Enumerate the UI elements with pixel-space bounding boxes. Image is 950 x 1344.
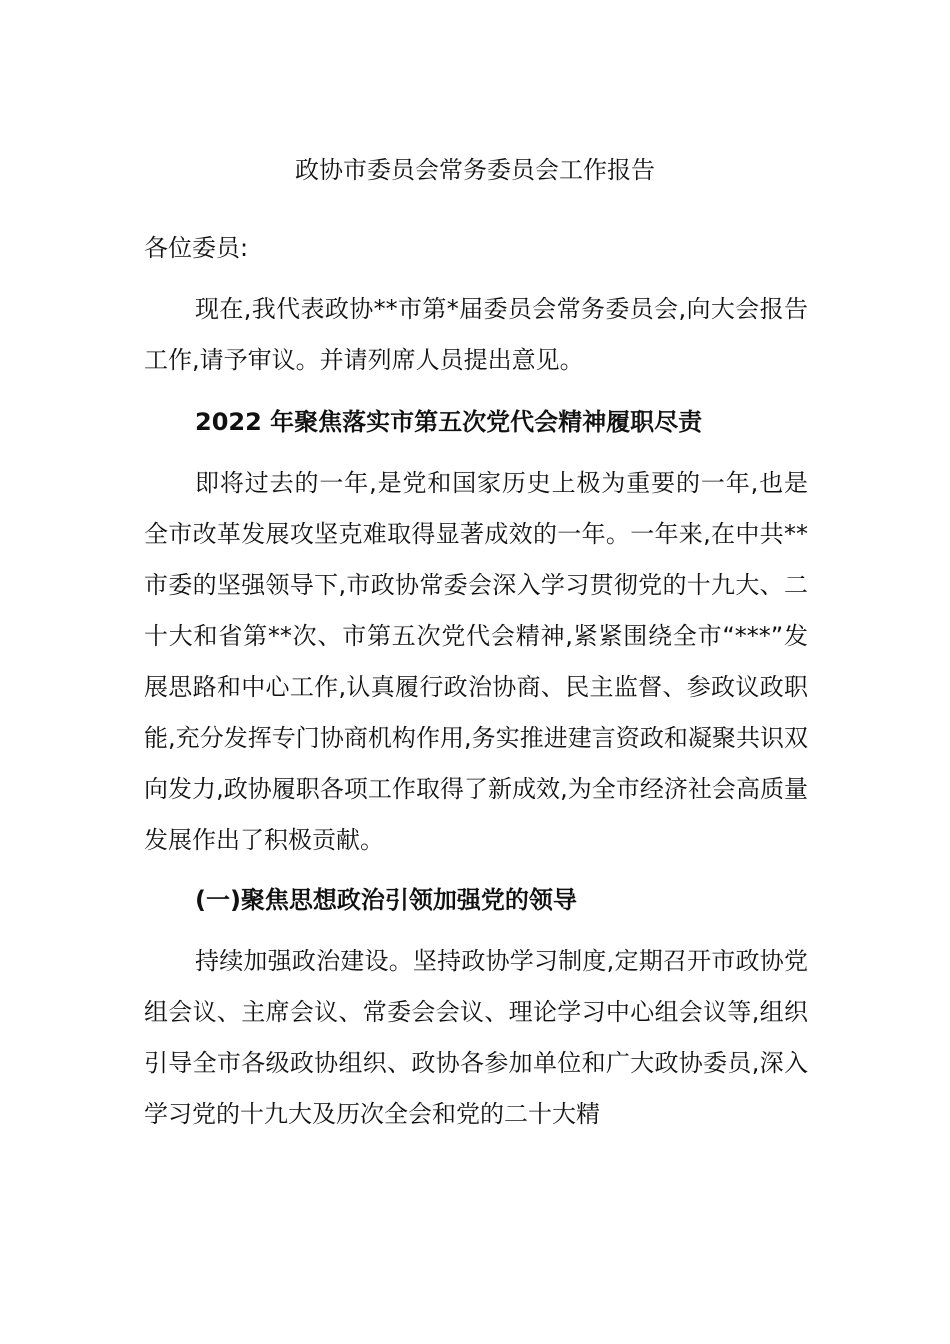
paragraph-review: 即将过去的一年,是党和国家历史上极为重要的一年,也是全市改革发展攻坚克难取得显著成效的一年。一年来,在中共**市委的坚强领导下,市政协常委会深入学习贯彻党的十九大、二十大和省第**次、市第五次党代会精神,紧紧围绕全市“***”发展思路和中心工作,认真履行政治协商、民主监督、参政议政职能,充分发挥专门协商机构作用,务实推进建言资政和凝聚共识双向发力,政协履职各项工作取得了新成效,为全市经济社会高质量发展作出了积极贡献。 [144, 469, 808, 854]
section-heading-2022: 2022 年聚焦落实市第五次党代会精神履职尽责 [195, 408, 703, 436]
document-title: 政协市委员会常务委员会工作报告 [295, 156, 655, 184]
paragraph-intro: 现在,我代表政协**市第*届委员会常务委员会,向大会报告工作,请予审议。并请列席人员提出意见。 [144, 295, 808, 374]
salutation: 各位委员: [144, 234, 249, 262]
paragraph-political-building: 持续加强政治建设。坚持政协学习制度,定期召开市政协党组会议、主席会议、常委会会议、理论学习中心组会议等,组织引导全市各级政协组织、政协各参加单位和广大政协委员,深入学习党的十九大及历次全会和党的二十大精 [144, 947, 808, 1128]
subsection-heading-1: (一)聚焦思想政治引领加强党的领导 [195, 886, 577, 914]
